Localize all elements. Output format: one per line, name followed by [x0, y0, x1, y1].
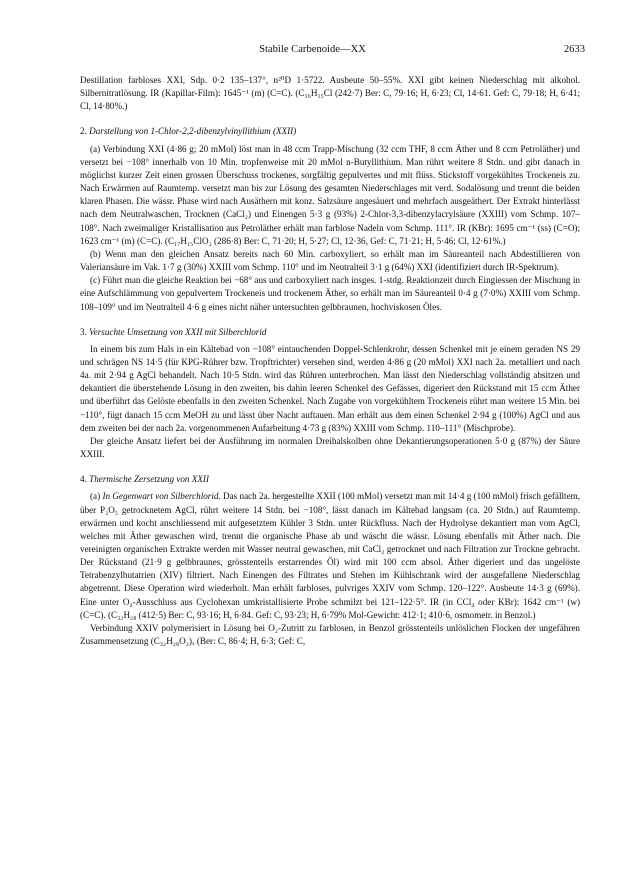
section-heading-2 — [80, 125, 580, 138]
paragraph-4a — [80, 490, 580, 622]
section-title: Darstellung von 1-Chlor-2,2-dibenzylvinyllithium (XXII) — [89, 126, 297, 137]
section-heading-4 — [80, 473, 580, 486]
paragraph-2a: (a) Verbindung XXI (4·86 g; 20 mMol) löst man in 48 ccm Trapp-Mischung (32 ccm THF, 8 ccm Äther und 8 ccm Petroläther) und versetzt bei −108° innerhalb von 10 Min. tropfenweise mit 20 mMol n-Butyllithium. Man rührt weitere 8 Stdn. und gibt danach in möglichst kurzer Zeit einen grossen Überschuss trockenes, sorgfältig gepulvertes und mit flüss. Stickstoff vorgekühltes Trockeneis zu. Nach Erwärmen auf Raumtemp. versetzt man bis zur Lösung des gesamten Niederschlages mit verd. Sodalösung und trennt die beiden klaren Phasen. Die wässr. Phase wird nach Ausäthern mit konz. Salzsäure angesäuert und mehrfach ausgeäthert. Der Extrakt hinterlässt nach dem Neutralwaschen, Trocknen (CaCl₂) und Einengen 5·3 g (93%) 2-Chlor-3,3-dibenzylacrylsäure (XXIII) vom Schmp. 107–108°. Nach zweimaliger Kristallisation aus Petroläther erhält man farblose Nadeln vom Schmp. 111°. IR (KBr): 1695 cm⁻¹ (ss) (C=O); 1623 cm⁻¹ (m) (C=C). (C₁₇H₁₅ClO₂ (286·8) Ber: C, 71·20; H, 5·27; Cl, 12·36, Gef: C, 71·21; H, 5·46; Cl, 12·61%.) — [80, 143, 580, 246]
body-text — [80, 74, 580, 648]
running-title: Stabile Carbenoide—XX — [259, 44, 366, 55]
section-title: Thermische Zersetzung von XXII — [89, 474, 209, 485]
paragraph-2b: (b) Wenn man den gleichen Ansatz bereits nach 60 Min. carboxyliert, so erhält man im Säureanteil nach Abdestillieren von Valeriansäure im Vak. 1·7 g (30%) XXIII vom Schmp. 110° und im Neutralteil 3·1 g (64%) XXI (identifiziert durch IR-Spektrum). — [80, 248, 580, 273]
paragraph-intro: Destillation farbloses XXI, Sdp. 0·2 135–137°, n²⁰D 1·5722. Ausbeute 50–55%. XXI gibt keinen Niederschlag mit alkohol. Silbernitratlösung. IR (Kapillar-Film): 1645⁻¹ (m) (C=C). (C₁₆H₁₅Cl (242·7) Ber: C, 79·16; H, 6·23; Cl, 14·61. Gef: C, 79·18; H, 6·41; Cl, 14·80%.) — [80, 75, 580, 112]
section-title: Versuchte Umsetzung von XXII mit Silberchlorid — [89, 326, 267, 337]
section-heading-3 — [80, 326, 580, 339]
paragraph-3-1: In einem bis zum Hals in ein Kältebad von −108° eintauchenden Doppel-Schlenkrohr, dessen Schenkel mit je einem geraden NS 29 und schrägen NS 14·5 (für KPG-Rührer bzw. Tropftrichter) versehen sind, werden 4·86 g (20 mMol) XXI nach 2a. metalliert und nach 4a. mit 2·94 g AgCl behandelt. Nach 10·5 Stdn. wird das Rühren unterbrochen. Man lässt den Niederschlag vollständig absitzen und dekantiert die überstehende Lösung in den zweiten, bis dahin leeren Schenkel des Gefässes, digeriert den Rückstand mit 15 ccm Äther und überführt das Gelöste ebenfalls in den zweiten Schenkel. Nach Zugabe von vorgekühltem Trockeneis rührt man weitere 15 Min. bei −110°, fügt danach 15 ccm MeOH zu und lässt über Nacht auftauen. Man erhält aus dem einen Schenkel 2·94 g (100%) AgCl und aus dem zweiten bei der nach 2a. vorgenommenen Aufarbeitung 4·73 g (83%) XXIII vom Schmp. 110–111° (Mischprobe). — [80, 343, 580, 433]
paragraph-3-2: Der gleiche Ansatz liefert bei der Ausführung im normalen Dreihalskolben ohne Dekantierungsoperationen 5·0 g (87%) der Säure XXIII. — [80, 435, 580, 460]
section-number: 3. — [80, 326, 87, 337]
paragraph-4-2: Verbindung XXIV polymerisiert in Lösung bei O₂-Zutritt zu farblosen, in Benzol grösstenteils unlöslichen Flocken der ungefähren Zusammensetzung (C₃₂H₂₈O₂)ₓ (Ber: C, 86·4; H, 6·3; Gef: C, — [80, 622, 580, 647]
subsection-label: (a) — [90, 491, 101, 502]
section-number: 4. — [80, 474, 87, 485]
page-number: 2633 — [563, 44, 585, 55]
paragraph-4a-text: Das nach 2a. hergestellte XXII (100 mMol) versetzt man mit 14·4 g (100 mMol) frisch gefälltem, über P₂O₅ getrocknetem AgCl, rührt weitere 14 Stdn. bei −108°, lässt danach im Kältebad langsam (ca. 20 Stdn.) auf Raumtemp. erwärmen und kocht anschliessend mit aufgesetztem Kühler 3 Stdn. unter Rückfluss. Nach der Hydrolyse dekantiert man vom AgCl, welches mit Äther gewaschen wird, trennt die organische Phase ab und wäscht die wässr. Lösung ebenfalls mit Äther nach. Die vereinigten organischen Extrakte werden mit Wasser neutral gewaschen, mit CaCl₂ getrocknet und nach Filtration zur Trockne gebracht. Der Rückstand (21·9 g gelbbraunes, grösstenteils erstarrendes Öl) wird mit 100 ccm absol. Äther digeriert und das ungelöste Tetrabenzylbutatrien (XIV) filtriert. Nach Einengen des Filtrates und Stehen im Kühlschrank wird der ausgefallene Niederschlag abgetrennt. Diese Operation wird wiederholt. Man erhält farbloses, pulvriges XXIV vom Schmp. 120–122°. Ausbeute 14·3 g (69%). Eine unter O₂-Ausschluss aus Cyclohexan umkristallisierte Probe schmilzt bei 121–122·5°. IR (in CCl₄ oder KBr): 1642 cm⁻¹ (w) (C=C). (C₃₂H₂₈ (412·5) Ber: C, 93·16; H, 6·84. Gef: C, 93·23; H, 6·79% Mol-Gewicht: 412·1; 410·6, osmometr. in Benzol.) — [80, 491, 581, 620]
subsection-title: In Gegenwart von Silberchlorid. — [102, 491, 221, 502]
section-number: 2. — [80, 126, 87, 137]
paragraph-2c: (c) Führt man die gleiche Reaktion bei −68° aus und carboxyliert nach insges. 1-stdg. Reaktionzeit durch Eingiessen der Mischung in eine Aufschlämmung von gepulvertem Trockeneis und trockenem Äther, so erhält man im Säureanteil 0·4 g (7·0%) XXIII vom Schmp. 108–109° und im Neutralteil 4·6 g eines nicht näher untersuchten gelbbraunen, hochviskosen Öles. — [80, 275, 580, 312]
